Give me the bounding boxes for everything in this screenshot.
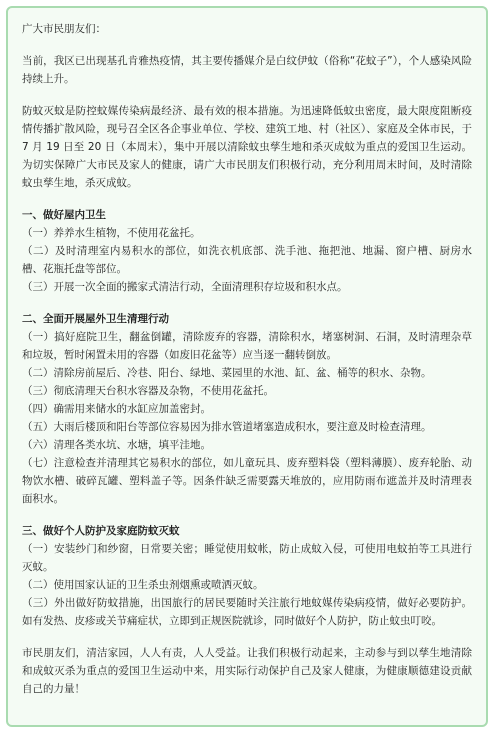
- closing-paragraph: 市民朋友们，清洁家园，人人有责，人人受益。让我们积极行动起来，主动参与到以孳生地清除和成蚊灭杀为重点的爱国卫生运动中来，用实际行动保护自己及家人健康，为健康顺德建设贡献自己的力量！: [22, 647, 472, 695]
- greeting: 广大市民朋友们：: [22, 23, 106, 35]
- notice-panel: [6, 6, 488, 727]
- list-item: （二）及时清理室内易积水的部位，如洗衣机底部、洗手池、拖把池、地漏、窗户槽、厨房水槽、花瓶托盘等部位。: [22, 245, 472, 275]
- list-item: （四）确需用来储水的水缸应加盖密封。: [22, 403, 211, 415]
- list-item: （三）彻底清理天台积水容器及杂物，不使用花盆托。: [22, 385, 274, 397]
- list-item: （一）养养水生植物，不使用花盆托。: [22, 227, 201, 239]
- list-item: （二）使用国家认证的卫生杀虫剂烟熏或喷洒灭蚊。: [22, 579, 264, 591]
- section-title: 一、做好屋内卫生: [22, 209, 106, 221]
- list-item: （一）搞好庭院卫生，翻盆倒罐，清除废弃的容器，清除积水，堵塞树洞、石洞，及时清理杂草和垃圾，暂时闲置未用的容器（如废旧花盆等）应当逐一翻转倒放。: [22, 331, 472, 361]
- list-item: （三）开展一次全面的搬家式清洁行动，全面清理积存垃圾和积水点。: [22, 281, 348, 293]
- list-item: （一）安装纱门和纱窗，日常要关密；睡觉使用蚊帐，防止成蚊入侵，可使用电蚊拍等工具进行灭蚊。: [22, 543, 472, 573]
- list-item: （二）清除房前屋后、冷巷、阳台、绿地、菜园里的水池、缸、盆、桶等的积水、杂物。: [22, 367, 432, 379]
- list-item: （六）清理各类水坑、水塘，填平洼地。: [22, 439, 211, 451]
- section-indoor: [22, 206, 472, 296]
- section-title: 二、全面开展屋外卫生清理行动: [22, 313, 169, 325]
- measures-paragraph: 防蚊灭蚊是防控蚊媒传染病最经济、最有效的根本措施。为迅速降低蚊虫密度，最大限度阻断疫情传播扩散风险，现号召全区各企事业单位、学校、建筑工地、村（社区）、家庭及全体市民，于 7 月 19 日至 20 日（本周末），集中开展以清除蚊虫孳生地和杀灭成蚊为重点的爱国卫生运动。为切实保障广大市民及家人的健康，请广大市民朋友们积极行动，充分利用周末时间，及时清除蚊虫孳生地，杀灭成蚊。: [22, 105, 472, 189]
- notice-content: [22, 20, 472, 698]
- list-item: （七）注意检查并清理其它易积水的部位，如儿童玩具、废弃塑料袋（塑料薄膜）、废弃轮胎、动物饮水槽、破碎瓦罐、塑料盖子等。因条件缺乏需要露天堆放的，应用防雨布遮盖并及时清理表面积水。: [22, 457, 472, 505]
- list-item: （五）大雨后楼顶和阳台等部位容易因为排水管道堵塞造成积水，要注意及时检查清理。: [22, 421, 432, 433]
- section-outdoor: [22, 310, 472, 508]
- list-item: （三）外出做好防蚊措施，出国旅行的居民要随时关注旅行地蚊媒传染病疫情，做好必要防护。如有发热、皮疹或关节痛症状，立即到正规医院就诊，同时做好个人防护，防止蚊虫叮咬。: [22, 597, 472, 627]
- section-title: 三、做好个人防护及家庭防蚊灭蚊: [22, 525, 180, 537]
- section-personal-protection: [22, 522, 472, 630]
- intro-paragraph: 当前，我区已出现基孔肯雅热疫情，其主要传播媒介是白纹伊蚊（俗称“花蚊子”），个人感染风险持续上升。: [22, 55, 472, 85]
